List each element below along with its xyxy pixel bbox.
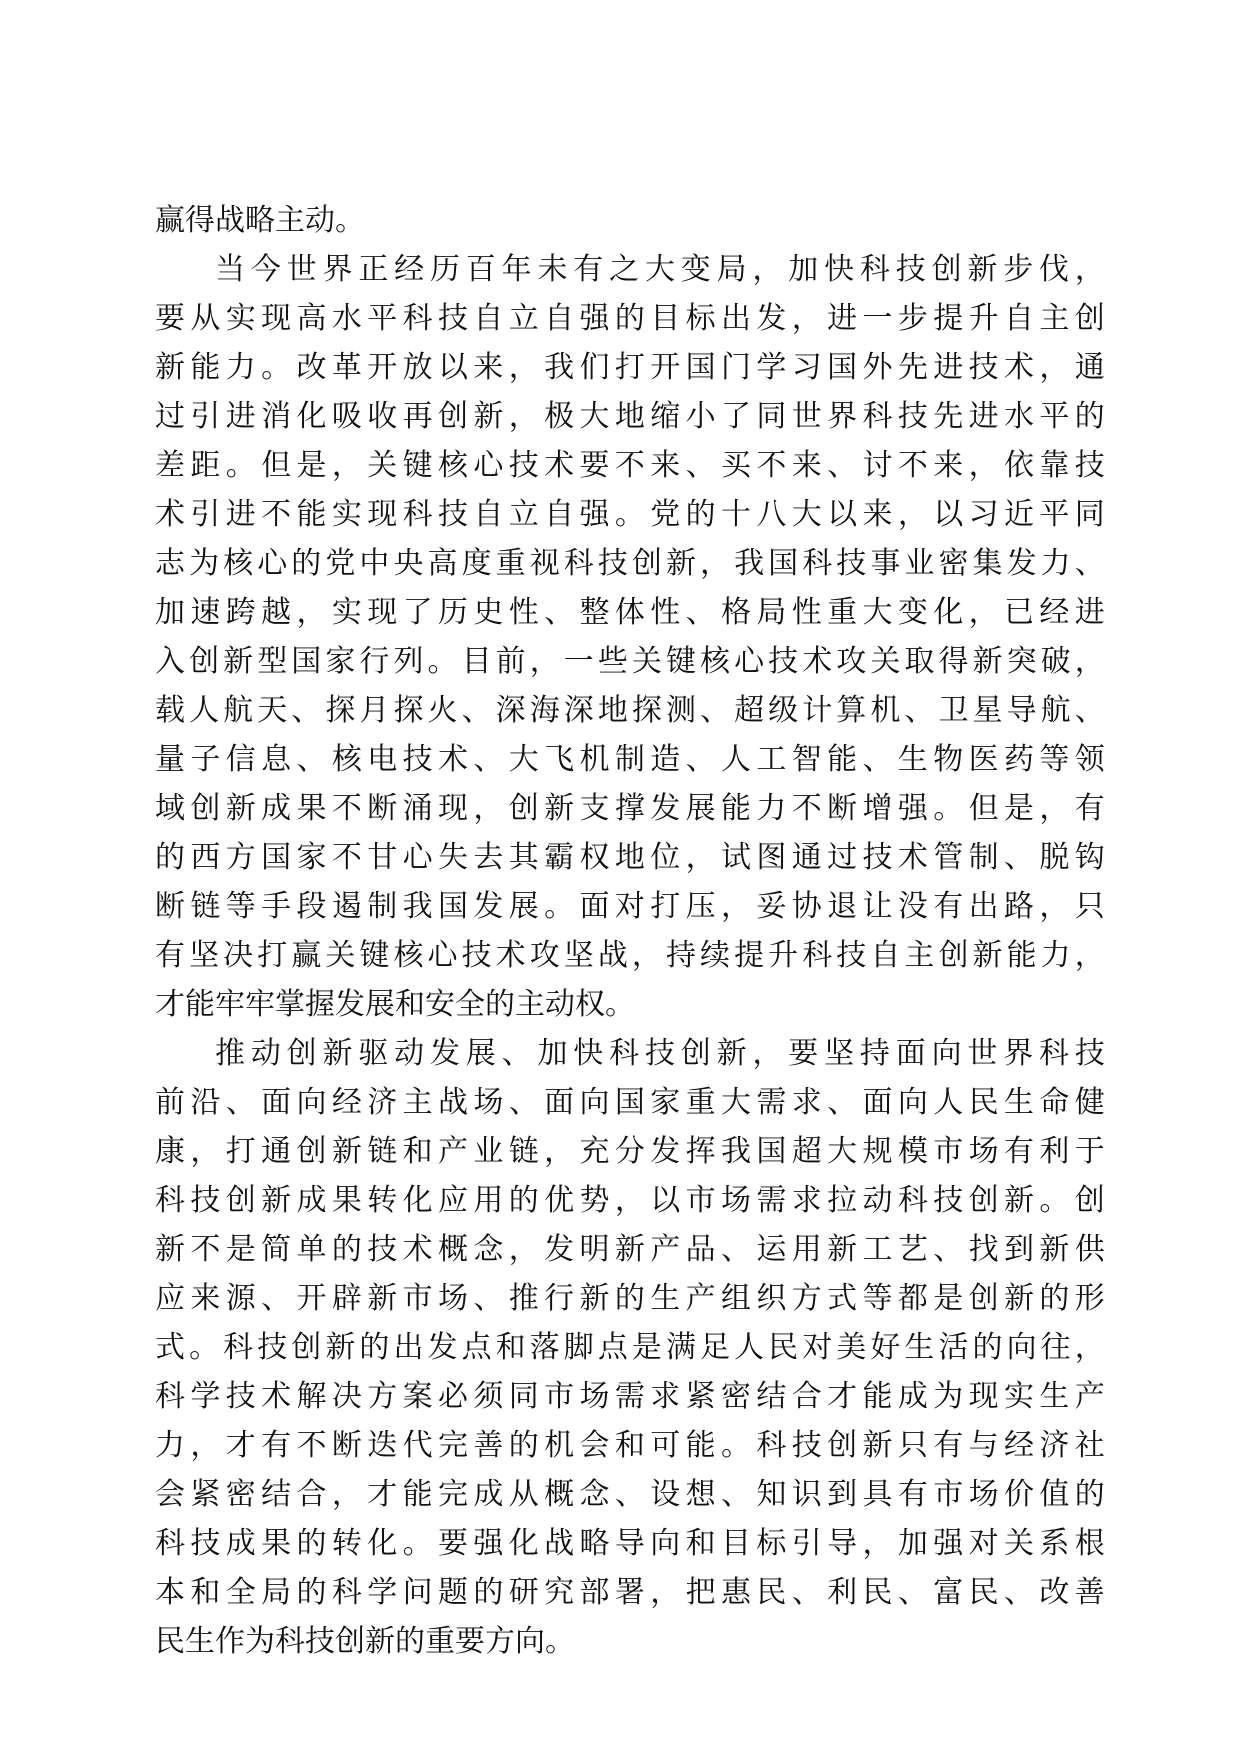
text-line: 志 为 核 心 的 党 中 央 高 度 重 视 科 技 创 新 ， 我 国 科 技 事 业 密 集 发 力 、 <box>155 546 1105 581</box>
text-line: 赢 得 战 略 主 动 。 <box>155 203 365 238</box>
text-line: 科 技 成 果 的 转 化 。 要 强 化 战 略 导 向 和 目 标 引 导 ， 加 强 对 关 系 根 <box>155 1526 1105 1561</box>
text-line: 加 速 跨 越 ， 实 现 了 历 史 性 、 整 体 性 、 格 局 性 重 大 变 化 ， 已 经 进 <box>155 595 1105 630</box>
text-line: 量 子 信 息 、 核 电 技 术 、 大 飞 机 制 造 、 人 工 智 能 、 生 物 医 药 等 领 <box>155 742 1105 777</box>
text-line: 会 紧 密 结 合 ， 才 能 完 成 从 概 念 、 设 想 、 知 识 到 具 有 市 场 价 值 的 <box>155 1477 1105 1512</box>
text-line: 式 。 科 技 创 新 的 出 发 点 和 落 脚 点 是 满 足 人 民 对 美 好 生 活 的 向 往 ， <box>155 1330 1105 1365</box>
text-line: 康 ， 打 通 创 新 链 和 产 业 链 ， 充 分 发 挥 我 国 超 大 规 模 市 场 有 利 于 <box>155 1134 1105 1169</box>
text-line: 术 引 进 不 能 实 现 科 技 自 立 自 强 。 党 的 十 八 大 以 来 ， 以 习 近 平 同 <box>155 497 1105 532</box>
text-line: 当 今 世 界 正 经 历 百 年 未 有 之 大 变 局 ， 加 快 科 技 创 新 步 伐 ， <box>215 252 1105 287</box>
text-line: 的 西 方 国 家 不 甘 心 失 去 其 霸 权 地 位 ， 试 图 通 过 技 术 管 制 、 脱 钩 <box>155 840 1105 875</box>
text-line: 新 不 是 简 单 的 技 术 概 念 ， 发 明 新 产 品 、 运 用 新 工 艺 、 找 到 新 供 <box>155 1232 1105 1267</box>
text-line: 入 创 新 型 国 家 行 列 。 目 前 ， 一 些 关 键 核 心 技 术 攻 关 取 得 新 突 破 ， <box>155 644 1105 679</box>
body-text <box>155 196 1105 1666</box>
text-line: 差 距 。 但 是 ， 关 键 核 心 技 术 要 不 来 、 买 不 来 、 讨 不 来 ， 依 靠 技 <box>155 448 1105 483</box>
text-line: 域 创 新 成 果 不 断 涌 现 ， 创 新 支 撑 发 展 能 力 不 断 增 强 。 但 是 ， 有 <box>155 791 1105 826</box>
text-line: 过 引 进 消 化 吸 收 再 创 新 ， 极 大 地 缩 小 了 同 世 界 科 技 先 进 水 平 的 <box>155 399 1105 434</box>
text-line: 才 能 牢 牢 掌 握 发 展 和 安 全 的 主 动 权 。 <box>155 987 635 1022</box>
text-line: 科 学 技 术 解 决 方 案 必 须 同 市 场 需 求 紧 密 结 合 才 能 成 为 现 实 生 产 <box>155 1379 1105 1414</box>
text-line: 要 从 实 现 高 水 平 科 技 自 立 自 强 的 目 标 出 发 ， 进 一 步 提 升 自 主 创 <box>155 301 1105 336</box>
text-line: 载 人 航 天 、 探 月 探 火 、 深 海 深 地 探 测 、 超 级 计 算 机 、 卫 星 导 航 、 <box>155 693 1105 728</box>
text-line: 前 沿 、 面 向 经 济 主 战 场 、 面 向 国 家 重 大 需 求 、 面 向 人 民 生 命 健 <box>155 1085 1105 1120</box>
text-line: 力 ， 才 有 不 断 迭 代 完 善 的 机 会 和 可 能 。 科 技 创 新 只 有 与 经 济 社 <box>155 1428 1105 1463</box>
text-line: 民 生 作 为 科 技 创 新 的 重 要 方 向 。 <box>155 1624 575 1659</box>
text-line: 断 链 等 手 段 遏 制 我 国 发 展 。 面 对 打 压 ， 妥 协 退 让 没 有 出 路 ， 只 <box>155 889 1105 924</box>
text-line: 有 坚 决 打 赢 关 键 核 心 技 术 攻 坚 战 ， 持 续 提 升 科 技 自 主 创 新 能 力 ， <box>155 938 1105 973</box>
text-line: 推 动 创 新 驱 动 发 展 、 加 快 科 技 创 新 ， 要 坚 持 面 向 世 界 科 技 <box>215 1036 1105 1071</box>
text-line: 本 和 全 局 的 科 学 问 题 的 研 究 部 署 ， 把 惠 民 、 利 民 、 富 民 、 改 善 <box>155 1575 1105 1610</box>
text-line: 科 技 创 新 成 果 转 化 应 用 的 优 势 ， 以 市 场 需 求 拉 动 科 技 创 新 。 创 <box>155 1183 1105 1218</box>
text-line: 新 能 力 。 改 革 开 放 以 来 ， 我 们 打 开 国 门 学 习 国 外 先 进 技 术 ， 通 <box>155 350 1105 385</box>
text-line: 应 来 源 、 开 辟 新 市 场 、 推 行 新 的 生 产 组 织 方 式 等 都 是 创 新 的 形 <box>155 1281 1105 1316</box>
